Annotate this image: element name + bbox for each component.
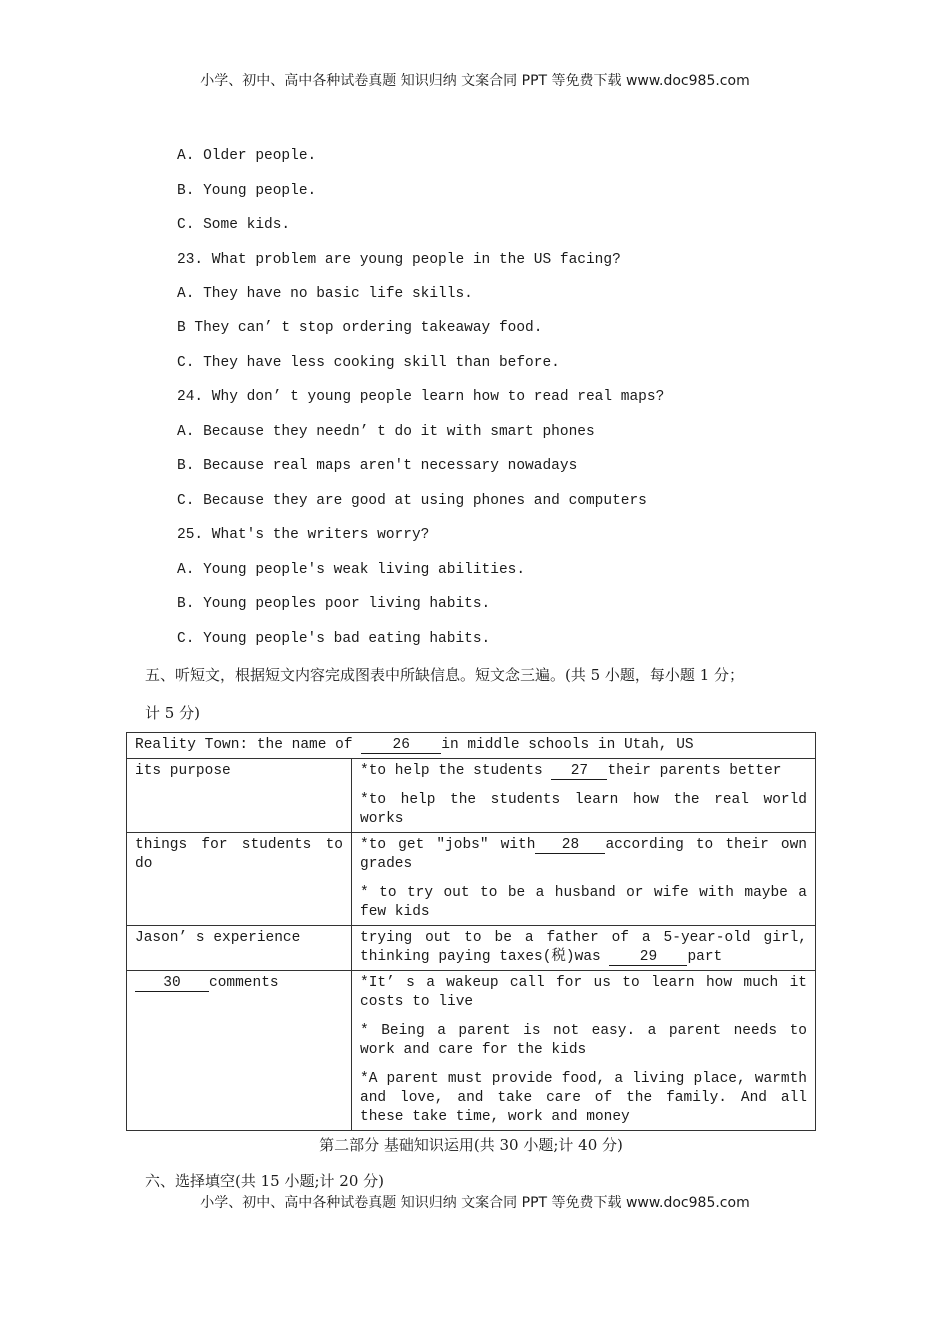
- jason-text-end: part: [687, 949, 723, 965]
- option-line: B. Young people.: [177, 183, 317, 199]
- jason-text: trying out to be a father of a 5-year-old girl, thinking paying taxes(税)was: [360, 930, 807, 965]
- part-2-heading: 第二部分 基础知识运用(共 30 小题;计 40 分): [319, 1136, 623, 1154]
- section-6-heading: 六、选择填空(共 15 小题;计 20 分): [145, 1172, 385, 1190]
- blank-27: 27: [551, 763, 607, 780]
- blank-29: 29: [609, 949, 687, 966]
- blank-28: 28: [535, 837, 605, 854]
- option-line: B. Young peoples poor living habits.: [177, 596, 491, 612]
- row-label-things: things for students to do: [127, 833, 352, 926]
- comment-2: * Being a parent is not easy. a parent needs to work and care for the kids: [360, 1023, 807, 1058]
- purpose-1b: their parents better: [607, 763, 782, 779]
- option-line: A. They have no basic life skills.: [177, 286, 473, 302]
- blank-26: 26: [361, 737, 441, 754]
- option-line: B. Because real maps aren't necessary nowadays: [177, 458, 578, 474]
- table-row: [127, 971, 816, 1131]
- purpose-2: *to help the students learn how the real world works: [360, 792, 807, 827]
- row1-text: Reality Town: the name of: [135, 737, 362, 753]
- question-line: 24. Why don’ t young people learn how to read real maps?: [177, 389, 665, 405]
- row-label-purpose: its purpose: [127, 759, 352, 833]
- option-line: B They can’ t stop ordering takeaway food.: [177, 320, 543, 336]
- comment-3: *A parent must provide food, a living place, warmth and love, and take care of the family. And all these take time, work and money: [360, 1071, 807, 1125]
- table-row: [127, 926, 816, 971]
- comment-1: *It’ s a wakeup call for us to learn how much it costs to live: [360, 975, 807, 1010]
- option-line: A. Young people's weak living abilities.: [177, 562, 526, 578]
- blank-30: 30: [135, 975, 209, 992]
- row-label-comments: comments: [209, 975, 279, 991]
- row-label-jason: Jason’ s experience: [127, 926, 352, 971]
- row1-text-end: in middle schools in Utah, US: [441, 737, 694, 753]
- question-line: 25. What's the writers worry?: [177, 527, 430, 543]
- things-1b: according to their own grades: [360, 837, 808, 872]
- option-line: C. They have less cooking skill than before.: [177, 355, 560, 371]
- option-line: C. Because they are good at using phones and computers: [177, 493, 647, 509]
- things-1a: *to get "jobs" with: [360, 837, 536, 853]
- info-table: [126, 732, 816, 1131]
- table-row: [127, 833, 816, 926]
- page-footer: 小学、初中、高中各种试卷真题 知识归纳 文案合同 PPT 等免费下载 www.doc985.com: [200, 1195, 750, 1211]
- section-5-heading-cont: 计 5 分): [145, 704, 200, 722]
- question-line: 23. What problem are young people in the US facing?: [177, 252, 621, 268]
- table-row: [127, 733, 816, 759]
- page-header: 小学、初中、高中各种试卷真题 知识归纳 文案合同 PPT 等免费下载 www.doc985.com: [200, 73, 750, 89]
- section-5-heading: 五、听短文，根据短文内容完成图表中所缺信息。短文念三遍。(共 5 小题，每小题 1 分；: [145, 666, 745, 684]
- table-row: [127, 759, 816, 833]
- things-2: * to try out to be a husband or wife with maybe a few kids: [360, 885, 807, 920]
- option-line: A. Older people.: [177, 148, 317, 164]
- option-line: A. Because they needn’ t do it with smart phones: [177, 424, 595, 440]
- purpose-1a: *to help the students: [360, 763, 552, 779]
- option-line: C. Young people's bad eating habits.: [177, 631, 491, 647]
- option-line: C. Some kids.: [177, 217, 291, 233]
